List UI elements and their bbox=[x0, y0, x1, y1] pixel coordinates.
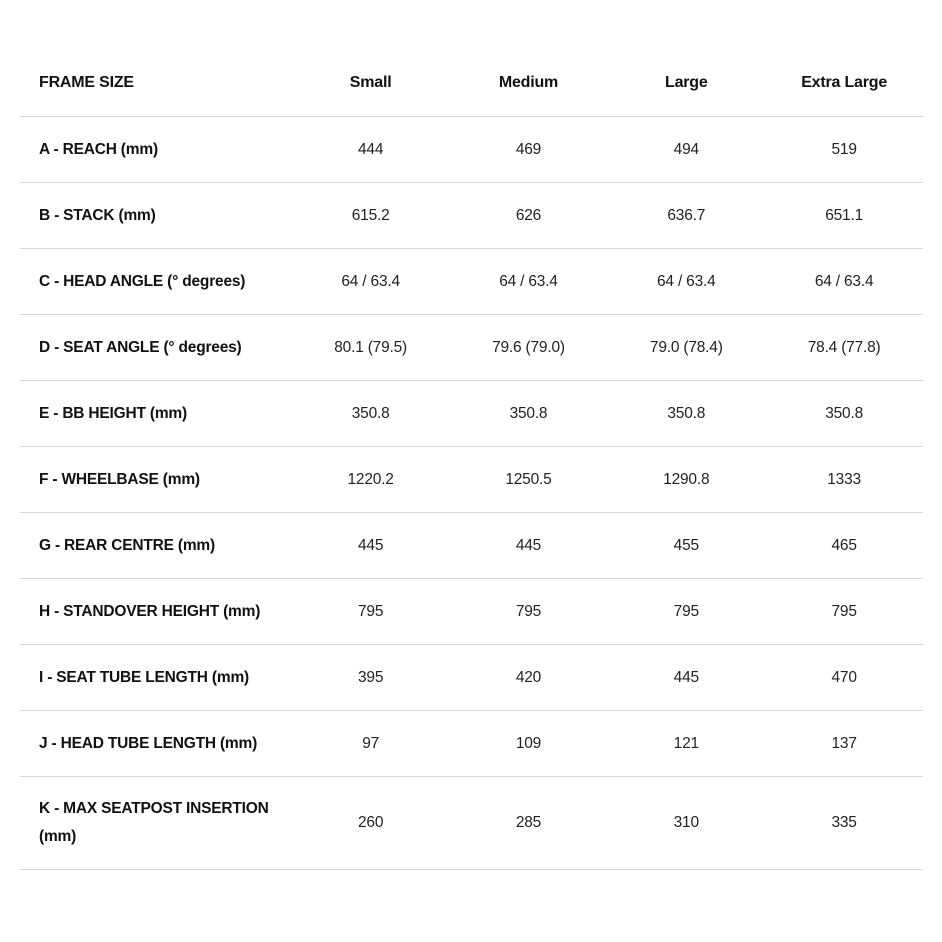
header-size-extra-large: Extra Large bbox=[801, 74, 888, 91]
table-cell: 121 bbox=[673, 734, 699, 752]
table-cell: 1290.8 bbox=[663, 470, 710, 488]
table-cell: 1220.2 bbox=[347, 470, 394, 488]
row-label: A - REACH (mm) bbox=[39, 140, 158, 158]
header-size-medium: Medium bbox=[498, 74, 559, 91]
geometry-table bbox=[20, 50, 923, 870]
table-cell: 455 bbox=[673, 536, 699, 554]
table-cell: 636.7 bbox=[667, 206, 706, 224]
row-label: G - REAR CENTRE (mm) bbox=[39, 536, 215, 554]
table-cell: 444 bbox=[358, 140, 384, 158]
table-cell: 519 bbox=[831, 140, 857, 158]
table-row-wheelbase bbox=[20, 447, 923, 513]
table-cell: 137 bbox=[831, 734, 857, 752]
table-row-seat-tube-length bbox=[20, 645, 923, 711]
table-cell: 626 bbox=[515, 206, 542, 224]
header-frame-size: FRAME SIZE bbox=[39, 74, 134, 91]
table-header-row bbox=[20, 50, 923, 117]
table-cell: 64 / 63.4 bbox=[657, 272, 716, 290]
table-row-max-seatpost-insertion bbox=[20, 777, 923, 870]
row-label: F - WHEELBASE (mm) bbox=[39, 470, 200, 488]
table-cell: 795 bbox=[831, 602, 857, 620]
table-cell: 651.1 bbox=[825, 206, 864, 224]
table-cell: 79.0 (78.4) bbox=[649, 338, 723, 356]
table-row-head-angle bbox=[20, 249, 923, 315]
table-cell: 1250.5 bbox=[505, 470, 552, 488]
table-cell: 80.1 (79.5) bbox=[334, 338, 408, 356]
table-cell: 97 bbox=[362, 734, 380, 752]
table-cell: 445 bbox=[358, 536, 384, 554]
row-label: D - SEAT ANGLE (° degrees) bbox=[39, 338, 242, 356]
table-cell: 420 bbox=[515, 668, 542, 686]
row-label: J - HEAD TUBE LENGTH (mm) bbox=[39, 734, 258, 752]
table-cell: 260 bbox=[358, 814, 384, 831]
table-cell: 350.8 bbox=[825, 404, 864, 422]
table-row-standover-height bbox=[20, 579, 923, 645]
table-cell: 350.8 bbox=[351, 404, 390, 422]
table-cell: 795 bbox=[515, 602, 542, 620]
table-row-head-tube-length bbox=[20, 711, 923, 777]
table-cell: 1333 bbox=[827, 470, 861, 488]
table-row-reach bbox=[20, 117, 923, 183]
table-cell: 78.4 (77.8) bbox=[807, 338, 881, 356]
table-cell: 285 bbox=[515, 814, 542, 831]
table-row-bb-height bbox=[20, 381, 923, 447]
row-label: B - STACK (mm) bbox=[39, 206, 156, 224]
table-cell: 310 bbox=[673, 814, 699, 831]
header-size-small: Small bbox=[349, 74, 392, 91]
table-cell: 445 bbox=[673, 668, 699, 686]
table-cell: 470 bbox=[831, 668, 857, 686]
table-row-seat-angle bbox=[20, 315, 923, 381]
row-label: H - STANDOVER HEIGHT (mm) bbox=[39, 602, 261, 620]
table-cell: 615.2 bbox=[351, 206, 390, 224]
header-size-large: Large bbox=[665, 74, 708, 91]
table-cell: 795 bbox=[358, 602, 384, 620]
table-cell: 335 bbox=[831, 814, 857, 831]
table-cell: 109 bbox=[515, 734, 542, 752]
table-cell: 494 bbox=[673, 140, 699, 158]
table-row-rear-centre bbox=[20, 513, 923, 579]
row-label: K - MAX SEATPOST INSERTION (mm) bbox=[39, 800, 269, 845]
table-cell: 350.8 bbox=[509, 404, 548, 422]
row-label: E - BB HEIGHT (mm) bbox=[39, 404, 187, 422]
table-cell: 64 / 63.4 bbox=[499, 272, 558, 290]
table-cell: 79.6 (79.0) bbox=[492, 338, 565, 356]
table-row-stack bbox=[20, 183, 923, 249]
table-cell: 350.8 bbox=[667, 404, 706, 422]
table-cell: 395 bbox=[358, 668, 384, 686]
table-cell: 445 bbox=[515, 536, 542, 554]
table-cell: 469 bbox=[515, 140, 542, 158]
table-cell: 64 / 63.4 bbox=[341, 272, 400, 290]
row-label: C - HEAD ANGLE (° degrees) bbox=[39, 272, 246, 290]
table-cell: 64 / 63.4 bbox=[814, 272, 874, 290]
table-cell: 795 bbox=[673, 602, 699, 620]
row-label: I - SEAT TUBE LENGTH (mm) bbox=[39, 668, 249, 686]
table-cell: 465 bbox=[831, 536, 857, 554]
